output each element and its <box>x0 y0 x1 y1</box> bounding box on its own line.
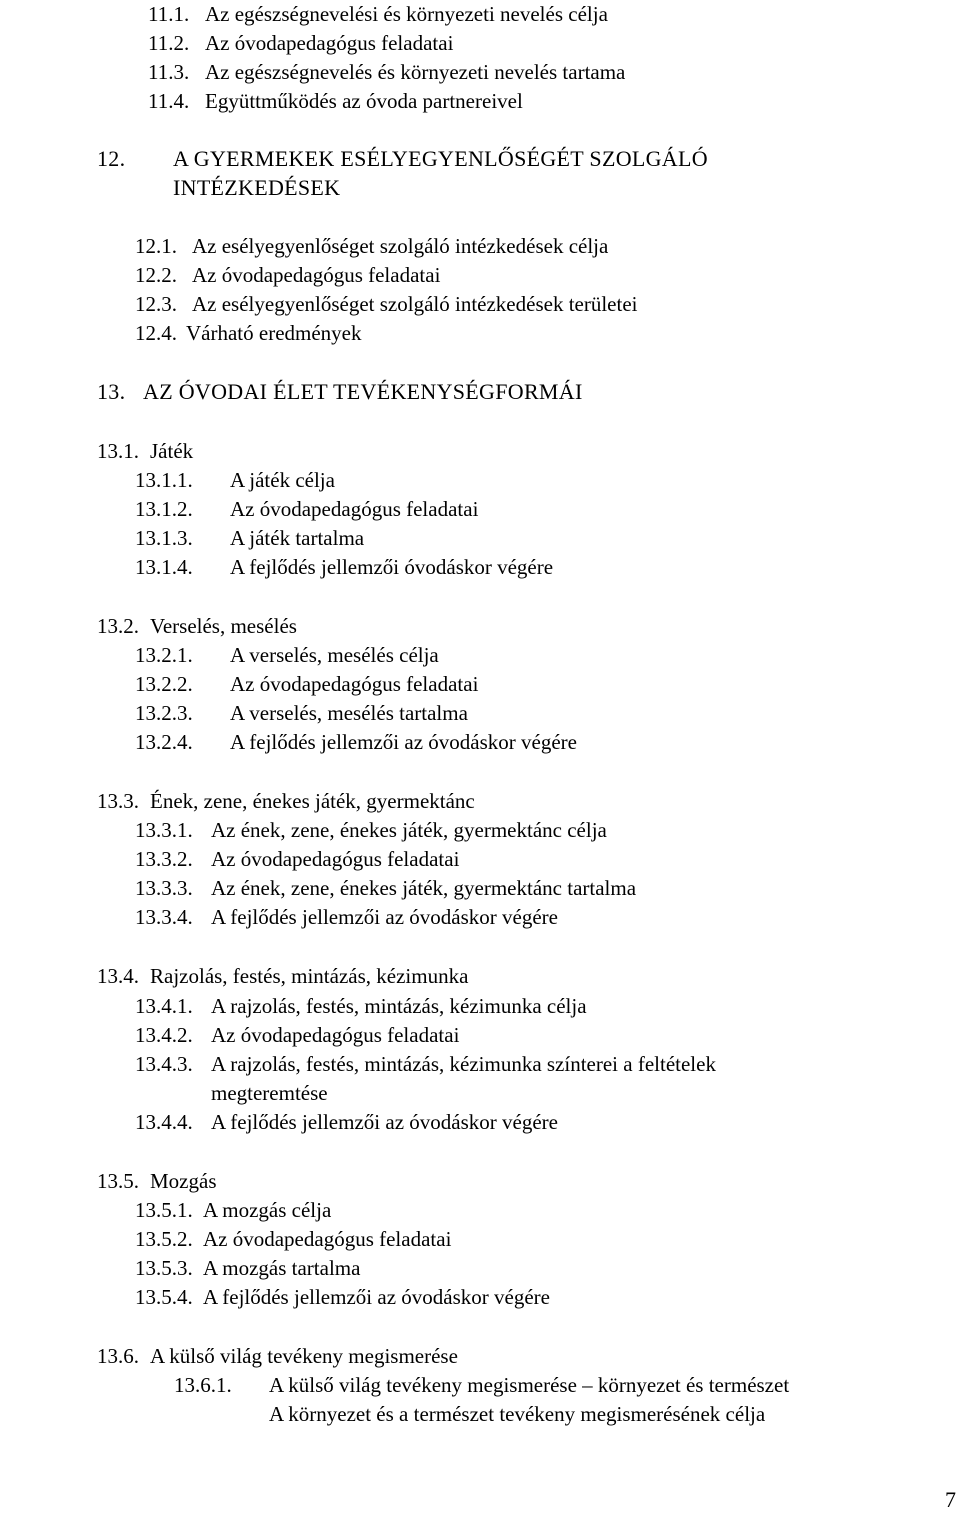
toc-title: Az óvodapedagógus feladatai <box>203 1227 452 1251</box>
toc-entry-13-4-3 <box>135 1052 716 1076</box>
toc-entry-13-4-1 <box>135 994 587 1018</box>
toc-title: Rajzolás, festés, mintázás, kézimunka <box>150 964 469 988</box>
toc-title: Az esélyegyenlőséget szolgáló intézkedések célja <box>192 234 609 258</box>
toc-heading-12-cont <box>173 176 340 200</box>
toc-number: 11.2. <box>148 31 190 55</box>
toc-title: A külső világ tevékeny megismerése – környezet és természet <box>269 1373 790 1397</box>
toc-title: Az ének, zene, énekes játék, gyermektánc tartalma <box>211 876 637 900</box>
toc-entry-13-5-2 <box>135 1227 451 1251</box>
toc-title: Várható eredmények <box>186 321 362 345</box>
toc-entry-11-4 <box>148 89 523 113</box>
toc-entry-13-5-4 <box>135 1285 550 1309</box>
toc-title: Együttműködés az óvoda partnereivel <box>205 89 523 113</box>
toc-number: 13.1.1. <box>135 468 193 492</box>
toc-entry-13-5-3 <box>135 1256 360 1280</box>
toc-title: INTÉZKEDÉSEK <box>173 175 341 200</box>
toc-entry-13-3-3 <box>135 876 636 900</box>
toc-entry-13-1-1 <box>135 468 335 492</box>
toc-entry-12-2 <box>135 263 440 287</box>
toc-number: 12. <box>97 146 126 171</box>
toc-title: A mozgás célja <box>203 1198 332 1222</box>
toc-number: 13.3. <box>97 789 139 813</box>
toc-number: 13.5.3. <box>135 1256 193 1280</box>
toc-number: 12.4. <box>135 321 177 345</box>
toc-entry-11-3 <box>148 60 625 84</box>
toc-entry-13-6 <box>97 1344 458 1368</box>
toc-number: 13.3.1. <box>135 818 193 842</box>
toc-number: 13.6.1. <box>174 1373 232 1397</box>
toc-number: 13.3.4. <box>135 905 193 929</box>
toc-entry-13-5 <box>97 1169 217 1193</box>
toc-heading-13-title <box>143 380 583 404</box>
toc-entry-13-4-2 <box>135 1023 459 1047</box>
toc-number: 12.3. <box>135 292 177 316</box>
toc-number: 13.5.4. <box>135 1285 193 1309</box>
toc-heading-12 <box>97 147 708 171</box>
toc-number: 12.1. <box>135 234 177 258</box>
toc-title: A verselés, mesélés célja <box>230 643 439 667</box>
toc-entry-11-1 <box>148 2 608 26</box>
toc-entry-13-2-2 <box>135 672 478 696</box>
toc-title: A fejlődés jellemzői az óvodáskor végére <box>211 1110 558 1134</box>
toc-number: 13.4.3. <box>135 1052 193 1076</box>
toc-title: Az egészségnevelési és környezeti nevelés célja <box>205 2 608 26</box>
toc-title: A verselés, mesélés tartalma <box>230 701 468 725</box>
toc-entry-13-1 <box>97 439 193 463</box>
toc-entry-13-2-4 <box>135 730 577 754</box>
toc-title: Verselés, mesélés <box>150 614 297 638</box>
toc-number: 11.1. <box>148 2 190 26</box>
page-number: 7 <box>945 1487 956 1512</box>
toc-entry-13-2 <box>97 614 297 638</box>
toc-title: Az ének, zene, énekes játék, gyermektánc célja <box>211 818 607 842</box>
toc-title: Az óvodapedagógus feladatai <box>230 672 479 696</box>
toc-number: 13. <box>97 379 126 404</box>
toc-entry-13-3 <box>97 789 475 813</box>
toc-number: 13.4. <box>97 964 139 988</box>
toc-entry-13-3-2 <box>135 847 459 871</box>
toc-entry-13-1-2 <box>135 497 478 521</box>
toc-title: Mozgás <box>150 1169 217 1193</box>
toc-title: Játék <box>150 439 194 463</box>
toc-title: A fejlődés jellemzői az óvodáskor végére <box>230 730 577 754</box>
toc-title: Az óvodapedagógus feladatai <box>205 31 454 55</box>
toc-title: A fejlődés jellemzői óvodáskor végére <box>230 555 554 579</box>
toc-number: 12.2. <box>135 263 177 287</box>
toc-title: megteremtése <box>211 1081 328 1105</box>
toc-entry-13-3-1 <box>135 818 607 842</box>
toc-entry-13-4-4 <box>135 1110 558 1134</box>
toc-title: A környezet és a természet tevékeny megismerésének célja <box>269 1402 766 1426</box>
toc-entry-12-4 <box>135 321 362 345</box>
toc-title: A játék célja <box>230 468 335 492</box>
toc-number: 13.3.2. <box>135 847 193 871</box>
toc-title: A rajzolás, festés, mintázás, kézimunka célja <box>211 994 587 1018</box>
toc-title: A GYERMEKEK ESÉLYEGYENLŐSÉGÉT SZOLGÁLÓ <box>173 146 708 171</box>
toc-entry-13-1-4 <box>135 555 553 579</box>
toc-number: 13.6. <box>97 1344 139 1368</box>
toc-entry-13-6-1 <box>174 1373 789 1397</box>
toc-number: 11.4. <box>148 89 190 113</box>
toc-title: AZ ÓVODAI ÉLET TEVÉKENYSÉGFORMÁI <box>143 379 583 404</box>
toc-number: 13.4.1. <box>135 994 193 1018</box>
toc-number: 13.2.4. <box>135 730 193 754</box>
toc-title: Az egészségnevelés és környezeti nevelés tartama <box>205 60 626 84</box>
toc-entry-13-5-1 <box>135 1198 331 1222</box>
toc-number: 13.4.2. <box>135 1023 193 1047</box>
toc-number: 13.4.4. <box>135 1110 193 1134</box>
toc-heading-13 <box>97 380 125 404</box>
toc-title: Az óvodapedagógus feladatai <box>192 263 441 287</box>
toc-number: 13.1.4. <box>135 555 193 579</box>
toc-title: A rajzolás, festés, mintázás, kézimunka színterei a feltételek <box>211 1052 716 1076</box>
toc-number: 13.1. <box>97 439 139 463</box>
toc-title: A fejlődés jellemzői az óvodáskor végére <box>211 905 558 929</box>
toc-entry-13-2-3 <box>135 701 468 725</box>
toc-number: 13.3.3. <box>135 876 193 900</box>
toc-number: 13.1.2. <box>135 497 193 521</box>
toc-title: Az óvodapedagógus feladatai <box>211 847 460 871</box>
toc-title: A külső világ tevékeny megismerése <box>150 1344 458 1368</box>
toc-title: A mozgás tartalma <box>203 1256 361 1280</box>
toc-entry-12-1 <box>135 234 608 258</box>
toc-number: 13.1.3. <box>135 526 193 550</box>
toc-title: Az óvodapedagógus feladatai <box>230 497 479 521</box>
toc-entry-11-2 <box>148 31 453 55</box>
toc-title: A játék tartalma <box>230 526 365 550</box>
toc-number: 13.2. <box>97 614 139 638</box>
toc-number: 13.2.2. <box>135 672 193 696</box>
toc-title: A fejlődés jellemzői az óvodáskor végére <box>203 1285 550 1309</box>
toc-entry-13-6-1-cont <box>269 1402 765 1426</box>
toc-entry-13-1-3 <box>135 526 364 550</box>
toc-number: 13.2.1. <box>135 643 193 667</box>
toc-title: Az esélyegyenlőséget szolgáló intézkedések területei <box>192 292 638 316</box>
toc-entry-12-3 <box>135 292 637 316</box>
toc-entry-13-2-1 <box>135 643 439 667</box>
toc-number: 13.5.2. <box>135 1227 193 1251</box>
toc-title: Ének, zene, énekes játék, gyermektánc <box>150 789 475 813</box>
toc-number: 13.5.1. <box>135 1198 193 1222</box>
toc-entry-13-4-3-cont <box>211 1081 328 1105</box>
toc-number: 13.2.3. <box>135 701 193 725</box>
toc-title: Az óvodapedagógus feladatai <box>211 1023 460 1047</box>
toc-number: 13.5. <box>97 1169 139 1193</box>
toc-entry-13-4 <box>97 964 468 988</box>
toc-entry-13-3-4 <box>135 905 558 929</box>
toc-number: 11.3. <box>148 60 190 84</box>
